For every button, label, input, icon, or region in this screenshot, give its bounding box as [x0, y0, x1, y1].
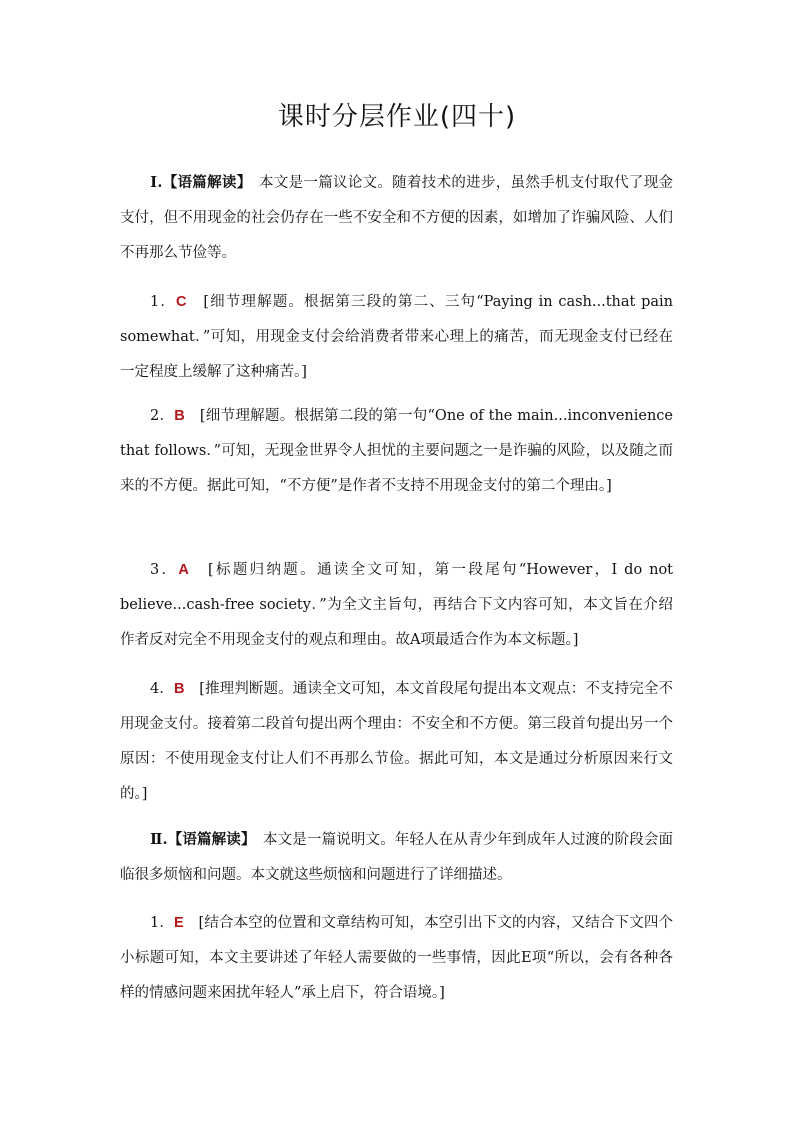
- answer-letter: B: [174, 408, 185, 424]
- answer-item-1-4: [120, 672, 673, 812]
- answer-item-2-1: [120, 906, 673, 1011]
- section-1-label: Ⅰ.【语篇解读】: [150, 174, 245, 191]
- answer-item-1-1: [120, 285, 673, 390]
- answer-letter: A: [178, 562, 189, 578]
- item-explanation: [细节理解题。根据第三段的第二、三句“Paying in cash...that pain somewhat．”可知，用现金支付会给消费者带来心理上的痛苦，而无现金支付已经在一定程度上缓解了这种痛苦。]: [120, 294, 673, 380]
- answer-letter: B: [173, 681, 185, 697]
- page-title: 课时分层作业(四十): [277, 102, 517, 132]
- section-1-text: 本文是一篇议论文。随着技术的进步，虽然手机支付取代了现金支付，但不用现金的社会仍存在一些不安全和不方便的因素，如增加了诈骗风险、人们不再那么节俭等。: [120, 175, 673, 261]
- item-number: 3．: [150, 562, 179, 578]
- section-2-text: 本文是一篇说明文。年轻人在从青少年到成年人过渡的阶段会面临很多烦恼和问题。本文就这些烦恼和问题进行了详细描述。: [120, 832, 673, 883]
- item-explanation: [推理判断题。通读全文可知，本文首段尾句提出本文观点：不支持完全不用现金支付。接着第二段首句提出两个理由：不安全和不方便。第三段首句提出另一个原因：不使用现金支付让人们不再那么节俭。据此可知，本文是通过分析原因来行文的。]: [120, 681, 673, 802]
- answer-letter: C: [176, 294, 187, 310]
- answer-item-1-3: [120, 553, 673, 658]
- section-2-label: Ⅱ.【语篇解读】: [150, 831, 249, 848]
- item-explanation: [结合本空的位置和文章结构可知，本空引出下文的内容，又结合下文四个小标题可知，本文主要讲述了年轻人需要做的一些事情，因此E项“所以，会有各种各样的情感问题来困扰年轻人”承上启下，符合语境。]: [120, 915, 673, 1001]
- item-explanation: [标题归纳题。通读全文可知，第一段尾句“However，I do not believe...cash-free society．”为全文主旨句，再结合下文内容可知，本文旨在介绍作者反对完全不用现金支付的观点和理由。故A项最适合作为本文标题。]: [120, 562, 673, 648]
- answer-item-1-2: [120, 399, 673, 504]
- section-2-intro: [120, 822, 673, 893]
- item-number: 1．: [150, 294, 177, 310]
- item-explanation: [细节理解题。根据第二段的第一句“One of the main...inconvenience that follows．”可知，无现金世界令人担忧的主要问题之一是诈骗的风险，以及随之而来的不方便。据此可知，“不方便”是作者不支持不用现金支付的第二个理由。]: [120, 408, 673, 494]
- section-1-intro: [120, 165, 673, 271]
- answer-letter: E: [174, 915, 184, 931]
- item-number: 2．: [150, 408, 175, 424]
- item-number: 4．: [150, 681, 174, 697]
- item-number: 1．: [150, 915, 175, 931]
